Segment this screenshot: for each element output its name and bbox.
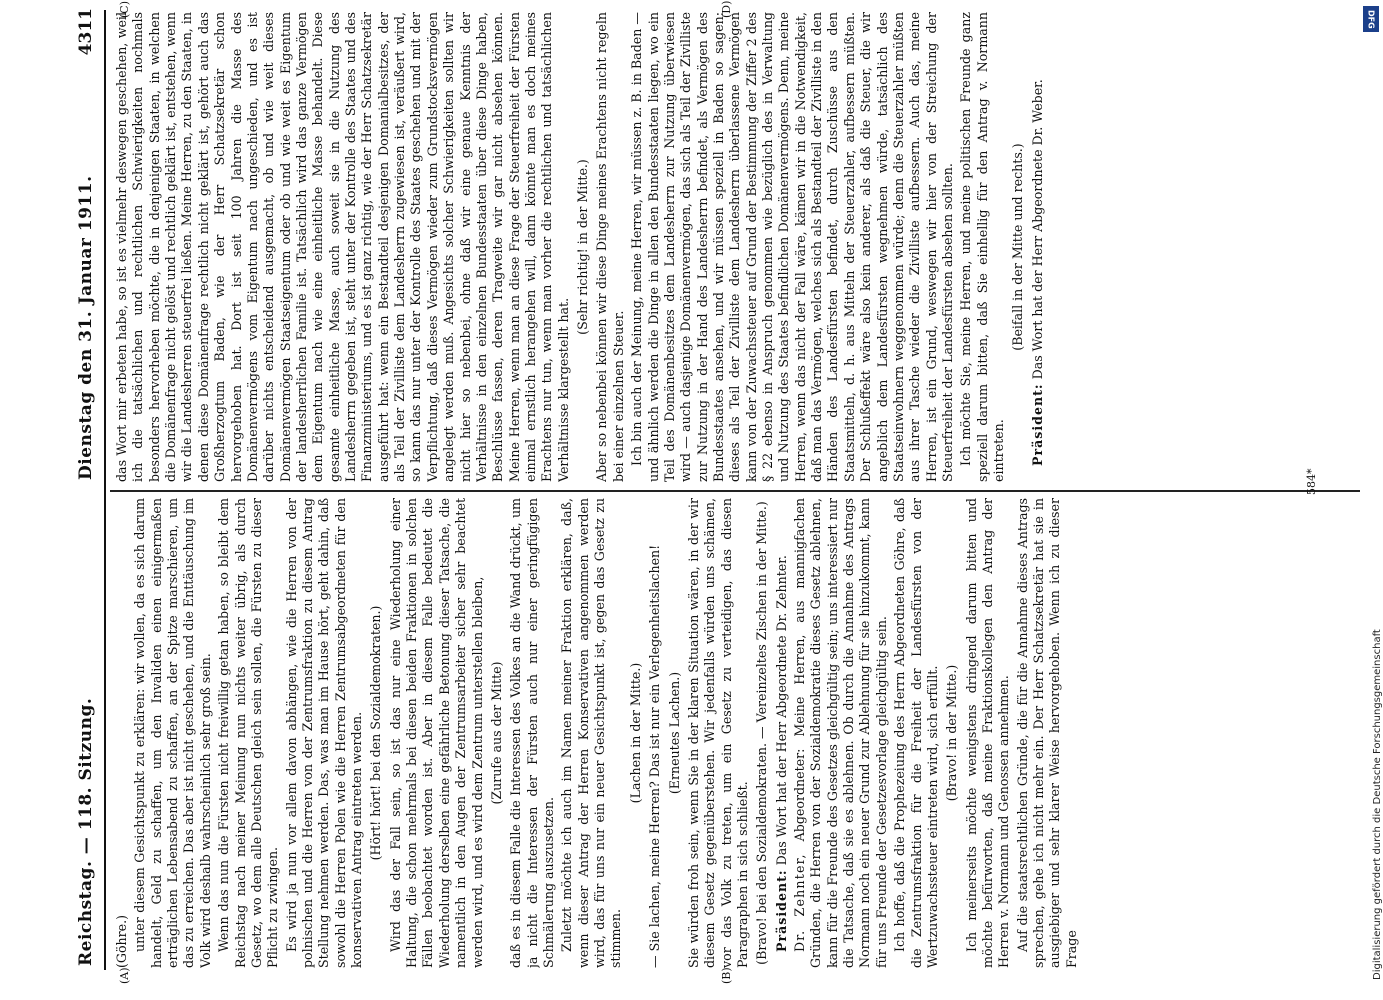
speaker-name: Dr. Zehnter, xyxy=(792,853,808,952)
paragraph: Ich bin auch der Meinung, meine Herren, wir müssen z. B. in Baden — und ähnlich werden die Dinge in allen den Bundesstaaten liegen, wo ein Teil des Domänenbesitzes dem Landesherrn zur Nutzung überwiesen wird — auch dasjenige Domänenvermögen, das sich als Teil der Zivilliste zur Nutzung in der Hand des Landesherrn befindet, als Vermögen des Bundesstaates ansehen, und wir müssen speziell in Baden so sagen: dieses als Teil der Zivilliste dem Landesherrn überlassene Vermögen kann von der Zuwachssteuer auf Grund der Bestimmung der Ziffer 2 des § 22 ebenso in Anspruch genommen wie bezüglich des in Verwaltung und Nutzung des Staates befindlichen Domänenvermögens. Denn, meine Herren, wenn das nicht der Fall wäre, kämen wir in die Notwendigkeit, daß man das Vermögen, welches sich als Bestandteil der Zivilliste in den Händen des Landesfürsten befindet, durch Zuschüsse aus den Staatsmitteln, d. h. aus Mitteln der Steuerzahler, aufbessern müßten. Der Schlußeffekt wäre also kein anderer, als daß die Steuer, die wir angeblich dem Landesfürsten wegnehmen würde, tatsächlich des Staatseinwohnern weggenommen würde; denn die Steuerzahler müßten aus ihrer Tasche wieder die Zivilliste aufbessern. Auch das, meine Herren, ist ein Grund, weswegen wir hier von der Streichung der Steuerfreiheit der Landesfürsten absehen sollten. xyxy=(629,12,955,482)
speaker-role: Abgeordneter: xyxy=(792,748,808,842)
paragraph: Auf die staatsrechtlichen Gründe, die für die Annahme dieses Antrags sprechen, gehe ich nicht mehr ein. Der Herr Schatzsekretär hat sie in ausgiebiger und sehr klarer Weise hervorgehoben. Wenn ich zu dieser Frage xyxy=(1014,498,1079,968)
president-label: Präsident: xyxy=(1029,383,1045,466)
paragraph: Aber so nebenbei können wir diese Dinge meines Erachtens nicht regeln bei einer einzelnen Steuer. xyxy=(594,12,626,482)
paragraph: Sie würden froh sein, wenn Sie in der klaren Situation wären, in der wir diesem Gesetz gegenüberstehen. Wir jedenfalls würden uns schämen, vor das Volk zu treten, um ein Gesetz zu verteidigen, das diesen Paragraphen in sich schließt. xyxy=(685,498,750,968)
paragraph: Zuletzt möchte ich auch im Namen meiner Fraktion erklären, daß, wenn dieser Antrag der Herren Konservativen angenommen werden wird, das für uns nur ein neuer Gesichtspunkt ist, gegen das Gesetz zu stimmen. xyxy=(559,498,624,968)
rotated-page xyxy=(70,0,1370,984)
president-line xyxy=(1030,12,1046,482)
paragraph: Wenn das nun die Fürsten nicht freiwillig getan haben, so bleibt dem Reichstag nach meiner Meinung nun nichts weiter übrig, als durch Gesetz, wo dem alle Deutschen gleich sein sollen, die Fürsten zu dieser Pflicht zu zwingen. xyxy=(216,498,281,968)
paragraph: das Wort mir erbeten habe, so ist es vielmehr deswegen geschehen, weil ich die tatsächlichen und rechtlichen Schwierigkeiten nochmals besonders hervorheben möchte, die in denjenigen Staaten, in welchen die Domänenfrage nicht gelöst und rechtlich geklärt ist, entstehen, wenn wir die Landesherren steuerfrei ließen. Meine Herren, zu den Staaten, in denen diese Domänenfrage rechtlich nicht geklärt ist, gehört auch das Großherzogtum Baden, wie der Herr Schatzsekretär schon hervorgehoben hat. Dort ist seit 100 Jahren die Masse des Domänenvermögens vom Eigentum nach ungeschieden, und es ist darüber nichts entscheidend ausgemacht, ob und wie weit dieses Domänenvermögen Staatseigentum oder ob und wie weit es Eigentum der landesherrlichen Familie ist. Tatsächlich wird das ganze Vermögen dem Eigentum nach wie eine einheitliche Masse behandelt. Diese gesamte einheitliche Masse, auch soweit sie in die Nutzung des Landesherrn gegeben ist, steht unter der Kontrolle des Staates und des Finanzministeriums, und es ist ganz richtig, wie der Herr Schatzsekretär ausgeführt hat: wenn ein Bestandteil desjenigen Domanialbesitzes, der als Teil der Zivilliste dem Landesherrn zugewiesen ist, veräußert wird, so kann das nur unter der Kontrolle des Staates geschehen und mit der Verpflichtung, daß dieses Vermögen wieder zum Grundstocksvermögen angelegt werden muß. Angesichts solcher Schwierigkeiten sollten wir nicht hier so nebenbei, ohne daß wir eine genaue Kenntnis der Verhältnisse in den einzelnen Bundesstaaten über diese Dinge haben, Beschlüsse fassen, deren Tragweite wir gar nicht absehen können. Meine Herren, wenn man an diese Frage der Steuerfreiheit der Fürsten einmal ernstlich herangehen will, dann könnte man es doch meines Erachtens nur tun, wenn man vorher die rechtlichen und tatsächlichen Verhältnisse klargestellt hat. xyxy=(114,12,571,482)
interjection: (Beifall in der Mitte und rechts.) xyxy=(1010,143,1026,351)
interjection: (Bravo! in der Mitte.) xyxy=(944,664,960,802)
paragraph: Ich möchte Sie, meine Herren, und meine politischen Freunde ganz speziell darum bitten, daß Sie einhellig für den Antrag v. Normann eintreten. xyxy=(958,12,1007,482)
president-text: Das Wort hat der Herr Abgeordnete Dr. Weber. xyxy=(1029,79,1045,380)
paragraph: unter diesem Gesichtspunkt zu erklären: wir wollen, da es sich darum handelt, Geld zu schaffen, um den Invaliden einen einigermaßen erträglichen Lebensabend zu schaffen, an der Spitze marschieren, um das zu erreichen. Das aber ist nicht geschehen, und die Enttäuschung im Volk wird deshalb wahrscheinlich sehr groß sein. xyxy=(132,498,213,968)
interjection: (Zurufe aus der Mitte) xyxy=(488,661,504,805)
paragraph: — Sie lachen, meine Herren? Das ist nur ein Verlegenheitslachen! xyxy=(647,544,663,968)
column-divider xyxy=(110,491,1360,493)
text-column-right xyxy=(114,12,1364,482)
margin-marker-a: (A) xyxy=(118,967,131,984)
speaker-tag: (Göhre.) xyxy=(114,914,129,968)
page-number: 4311 xyxy=(76,8,96,56)
margin-marker-c: (C) xyxy=(118,1,131,18)
dfg-logo-icon: DFG xyxy=(1363,6,1379,32)
speaker-line xyxy=(792,498,890,968)
funding-note xyxy=(1356,20,1383,980)
paragraph: Ich hoffe, daß die Prophezeiung des Herrn Abgeordneten Göhre, daß die Zentrumsfraktion für die Freiheit der Landesfürsten von der Wertzuwachssteuer eintreten wird, sich erfüllt. xyxy=(892,498,940,968)
margin-marker-d: (D) xyxy=(720,0,733,18)
paragraph: Es wird ja nun vor allem davon abhängen, wie die Herren von der polnischen und die Herren von der Zentrumsfraktion zu diesem Antrag Stellung nehmen werden. Das, was man im Hause hört, geht dahin, daß sowohl die Herren Polen wie die Herren Zentrumsabgeordneten für den konservativen Antrag eintreten werden. xyxy=(283,498,365,968)
interjection: (Hört! hört! bei den Sozialdemokraten.) xyxy=(368,605,384,861)
interjection: (Bravo! bei den Sozialdemokraten. — Vereinzeltes Zischen in der Mitte.) xyxy=(754,501,770,965)
paragraph: Wird das der Fall sein, so ist das nur eine Wiederholung einer Haltung, die schon mehrmals bei diesen beiden Fraktionen in solchen Fällen beobachtet worden ist. Aber in diesem Falle bedeutet die Wiederholung derselben eine gefährliche Betonung dieser Tatsache, die namentlich in den Augen der Zentrumsarbeiter sicher sehr beachtet werden wird, und es wird dem Zentrum unterstellen bleiben, xyxy=(387,498,485,968)
sheet-number: 584* xyxy=(1305,468,1318,495)
header-date: Dienstag den 31. Januar 1911. xyxy=(76,175,96,480)
page-header xyxy=(70,0,106,980)
paragraph: Ich meinerseits möchte wenigstens dringend darum bitten und möchte befürworten, daß meine Fraktionskollegen den Antrag der Herren v. Normann und Genossen annehmen. xyxy=(963,498,1012,968)
president-text: Das Wort hat der Herr Abgeordnete Dr. Zehnter. xyxy=(773,555,789,866)
paragraph: daß es in diesem Falle die Interessen des Volkes an die Wand drückt, um ja nicht die Interessen der Fürsten auch nur einer geringfügigen Schmälerung auszusetzen. xyxy=(508,498,556,968)
interjection: (Erneutes Lachen.) xyxy=(666,671,682,795)
header-rule xyxy=(104,10,106,970)
president-label: Präsident: xyxy=(773,869,789,952)
header-left: Reichstag. — 118. Sitzung. xyxy=(76,697,96,966)
interjection: (Sehr richtig! in der Mitte.) xyxy=(575,159,591,335)
paragraph: Meine Herren, aus mannigfachen Gründen, die Herren von der Sozialdemokratie dieses Gesetz ablehnen, kann für die Freunde des Gesetzes gleichgültig sein; uns interessiert nur die Tatsache, daß sie es ablehnen. Ob durch die Annahme des Antrags Normann noch ein neuer Grund zur Ablehnung für sie hinzukommt, kann für uns Freunde der Gesetzesvorlage gleichgültig sein. xyxy=(792,498,889,968)
margin-marker-b: (B) xyxy=(720,967,733,984)
president-line xyxy=(774,498,790,968)
interjection: (Lachen in der Mitte.) xyxy=(627,662,643,804)
text-column-left xyxy=(114,498,1364,968)
funding-note-text: Digitalisierung gefördert durch die Deutsche Forschungsgemeinschaft xyxy=(1372,629,1383,980)
